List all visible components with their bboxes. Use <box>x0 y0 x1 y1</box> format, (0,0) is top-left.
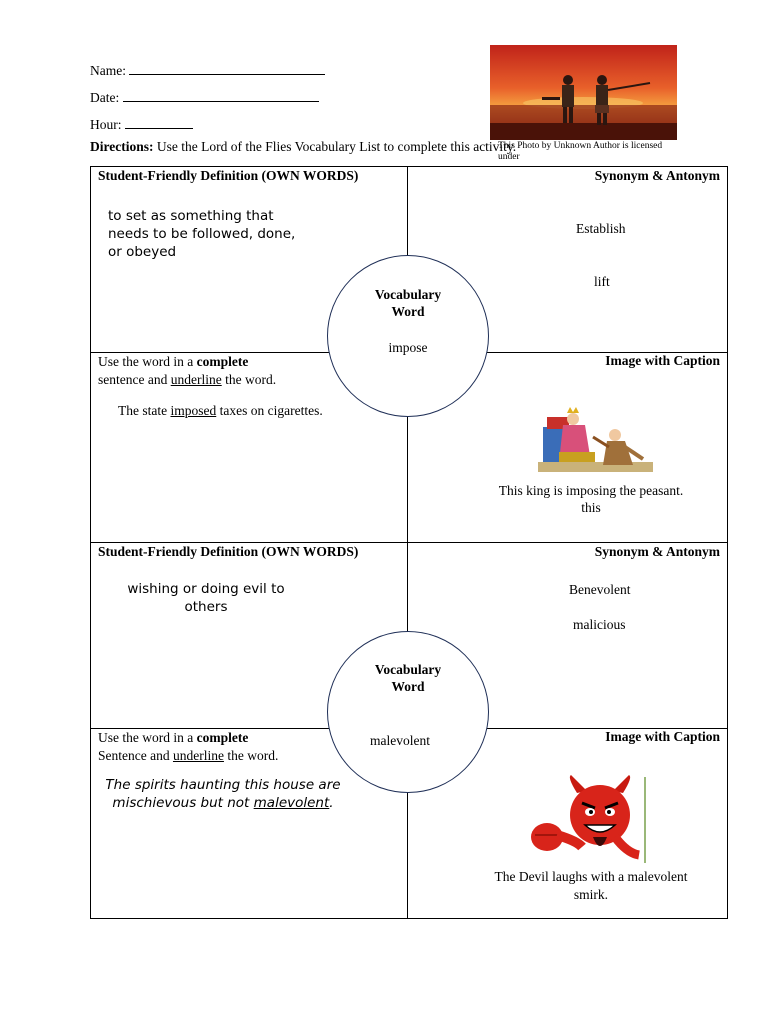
date-blank[interactable] <box>123 87 319 102</box>
definition-answer[interactable]: to set as something that needs to be followed, done, or obeyed <box>108 208 296 260</box>
definition-heading: Student-Friendly Definition (OWN WORDS) <box>98 168 359 183</box>
hour-label: Hour: <box>90 117 122 132</box>
sentence-prompt: Use the word in a complete sentence and underline the word. <box>98 354 277 387</box>
frayer-model-1 <box>90 166 728 543</box>
definition-answer[interactable]: wishing or doing evil to others <box>127 581 285 615</box>
synonym-antonym-heading: Synonym & Antonym <box>594 544 720 559</box>
synonym-antonym-heading: Synonym & Antonym <box>594 168 720 183</box>
image-caption-heading: Image with Caption <box>605 353 720 368</box>
name-label: Name: <box>90 63 126 78</box>
definition-heading: Student-Friendly Definition (OWN WORDS) <box>98 544 359 559</box>
vocabulary-word[interactable]: impose <box>388 340 428 355</box>
image-caption[interactable]: The Devil laughs with a malevolent smirk. <box>494 869 688 902</box>
directions-text: Use the Lord of the Flies Vocabulary List to complete this activity. <box>156 139 517 154</box>
name-blank[interactable] <box>129 60 325 75</box>
hour-field-row <box>90 114 193 133</box>
sentence-answer[interactable]: The state imposed taxes on cigarettes. <box>118 403 323 418</box>
antonym-answer[interactable]: malicious <box>573 617 626 632</box>
directions <box>90 139 516 155</box>
image-caption-heading: Image with Caption <box>605 729 720 744</box>
synonym-answer[interactable]: Establish <box>576 221 626 236</box>
photo-credit: This Photo by Unknown Author is licensed under <box>498 141 663 162</box>
vocabulary-word-circle <box>327 255 489 417</box>
date-label: Date: <box>90 90 120 105</box>
name-field-row <box>90 60 325 79</box>
devil-image <box>527 775 657 867</box>
vocabulary-word[interactable]: malevolent <box>370 733 430 748</box>
header-photo <box>490 45 677 140</box>
antonym-answer[interactable]: lift <box>594 274 610 289</box>
sentence-answer[interactable]: The spirits haunting this house are mischievous but not malevolent. <box>105 777 341 811</box>
vocabulary-word-label: Vocabulary Word <box>374 662 442 694</box>
hour-blank[interactable] <box>125 114 193 129</box>
synonym-answer[interactable]: Benevolent <box>569 582 631 597</box>
sentence-prompt: Use the word in a complete Sentence and underline the word. <box>98 730 279 763</box>
king-peasant-image <box>533 407 658 477</box>
vocabulary-word-circle <box>327 631 489 793</box>
image-caption[interactable]: This king is imposing the peasant. this <box>498 483 684 515</box>
date-field-row <box>90 87 319 106</box>
vocabulary-word-label: Vocabulary Word <box>374 287 442 319</box>
frayer-model-2 <box>90 542 728 919</box>
directions-label: Directions: <box>90 139 154 154</box>
